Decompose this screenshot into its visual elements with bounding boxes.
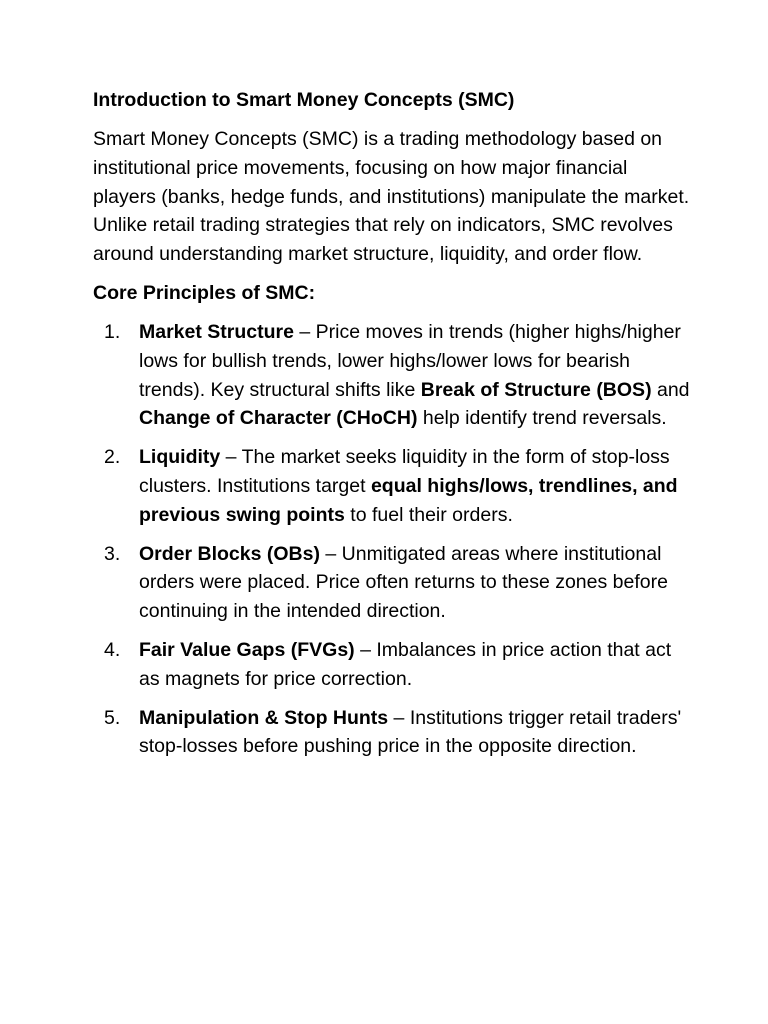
list-number: 3. [104, 542, 121, 565]
term-bold: Fair Value Gaps (FVGs) [139, 638, 355, 661]
list-text: – Institutions trigger retail traders' stop-losses before pushing price in the opposite direction. [139, 706, 682, 758]
principles-list [93, 318, 693, 761]
section-heading: Core Principles of SMC: [93, 281, 316, 304]
list-item [93, 704, 693, 762]
term-bold: Market Structure [139, 320, 294, 343]
list-text: – The market seeks liquidity in the form of stop-loss clusters. Institutions target [139, 446, 670, 497]
list-number: 2. [104, 446, 121, 469]
list-item [93, 443, 693, 529]
list-item [93, 540, 693, 626]
term-bold: Break of Structure (BOS) [420, 378, 652, 401]
term-bold: Change of Character (CHoCH) [139, 407, 418, 430]
list-text: – Imbalances in price action that act as magnets for price correction. [139, 638, 672, 690]
list-number: 1. [104, 320, 121, 343]
list-number: 5. [104, 706, 121, 729]
list-text: help identify trend reversals. [417, 407, 667, 430]
list-number: 4. [104, 638, 121, 661]
list-item [93, 636, 693, 694]
intro-paragraph: Smart Money Concepts (SMC) is a trading methodology based on institutional price movements, focusing on how major financial players (banks, hedge funds, and institutions) manipulate the market. Unlike retail trading strategies that rely on indicators, SMC revolves around understanding market structure, liquidity, and order flow. [93, 128, 690, 266]
list-text: and [651, 378, 690, 401]
list-text: – Price moves in trends (higher highs/higher lows for bullish trends, lower highs/lower lows for bearish trends). Key structural shifts like [139, 320, 681, 401]
term-bold: Manipulation & Stop Hunts [139, 706, 389, 729]
term-bold: Order Blocks (OBs) [139, 542, 320, 565]
list-item [93, 318, 693, 433]
document-page [93, 86, 693, 771]
document-title: Introduction to Smart Money Concepts (SMC) [93, 89, 515, 111]
list-text: to fuel their orders. [344, 503, 513, 526]
term-bold: equal highs/lows, trendlines, and previous swing points [139, 474, 678, 526]
list-text: – Unmitigated areas where institutional orders were placed. Price often returns to these zones before continuing in the intended direction. [139, 542, 668, 623]
term-bold: Liquidity [139, 446, 221, 469]
